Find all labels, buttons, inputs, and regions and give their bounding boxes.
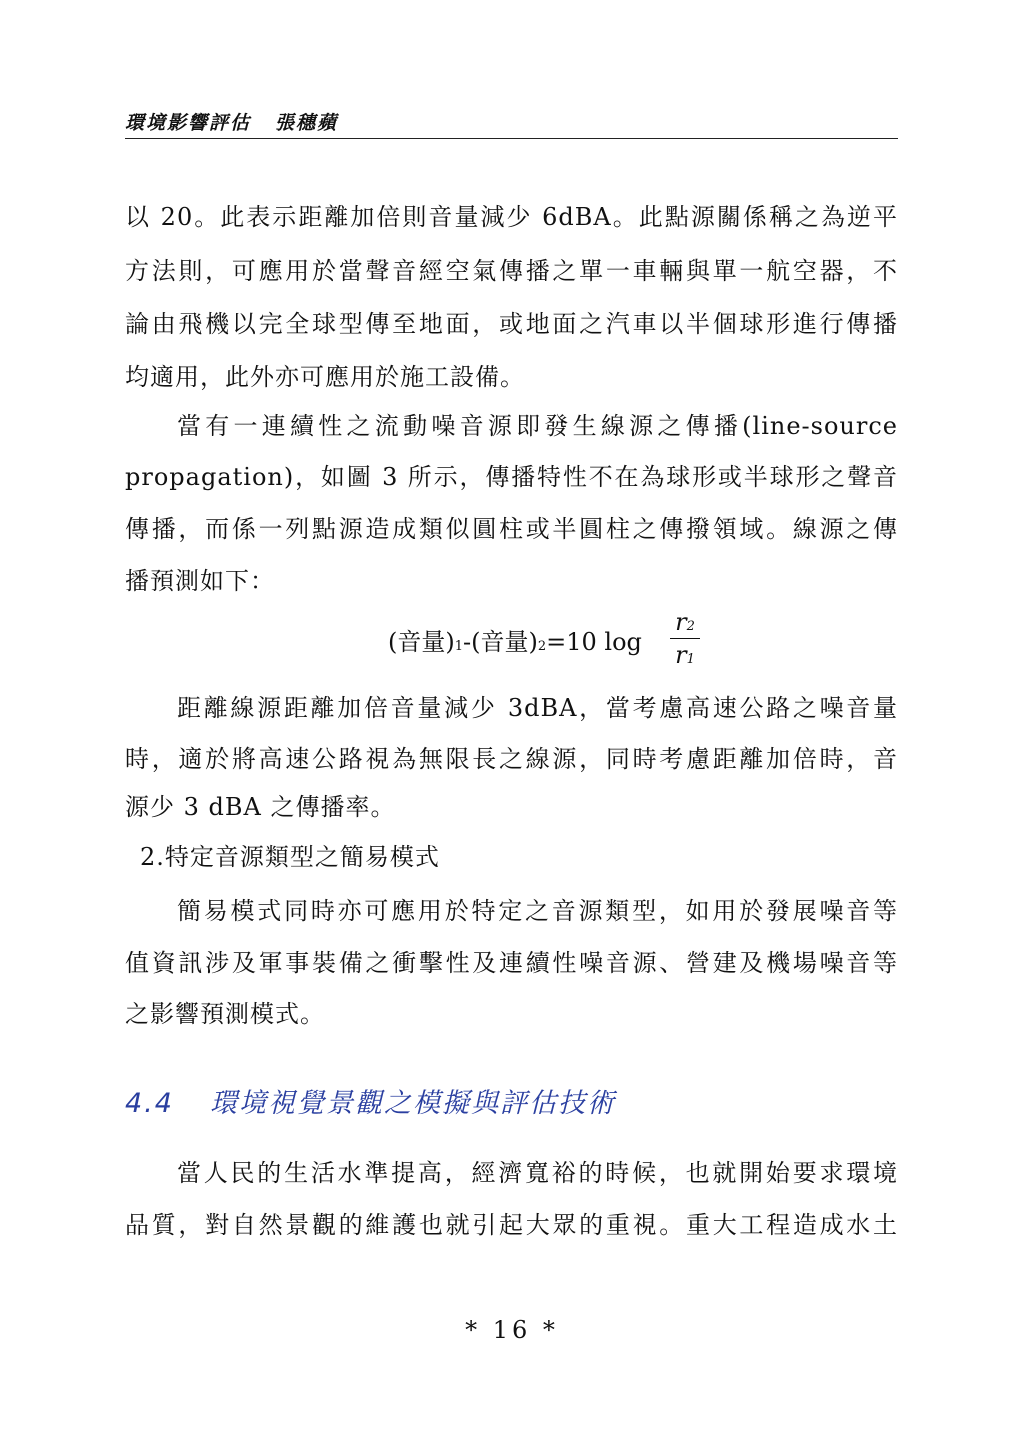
paragraph1-line: 方法則，可應用於當聲音經空氣傳播之單一車輛與單一航空器，不 xyxy=(125,257,898,285)
paragraph3-line: 源少 3 dBA 之傳播率。 xyxy=(125,793,396,821)
formula-fraction xyxy=(670,608,700,669)
paragraph1-line: 論由飛機以完全球型傳至地面，或地面之汽車以半個球形進行傳播 xyxy=(125,310,898,338)
paragraph2-line: 播預測如下： xyxy=(125,567,275,595)
header-author: 張穗蘋 xyxy=(275,112,339,134)
paragraph3-line: 距離線源距離加倍音量減少 3dBA，當考慮高速公路之噪音量 xyxy=(177,694,898,722)
subheading: 2.特定音源類型之簡易模式 xyxy=(140,843,440,871)
paragraph1-line: 均適用，此外亦可應用於施工設備。 xyxy=(125,363,525,391)
fraction-denominator: r1 xyxy=(675,641,695,669)
header-title: 環境影響評估 xyxy=(125,112,252,134)
fraction-numerator: r2 xyxy=(675,608,695,636)
paragraph3-line: 時，適於將高速公路視為無限長之線源，同時考慮距離加倍時，音 xyxy=(125,745,898,773)
fraction-bar xyxy=(670,638,700,639)
paragraph4-line: 簡易模式同時亦可應用於特定之音源類型，如用於發展噪音等 xyxy=(177,897,898,925)
section-heading xyxy=(125,1082,616,1126)
page-number: * 16 * xyxy=(465,1316,559,1344)
paragraph2-line: 當有一連續性之流動噪音源即發生線源之傳播(line-source xyxy=(177,412,898,440)
paragraph1-line: 以 20。此表示距離加倍則音量減少 6dBA。此點源關係稱之為逆平 xyxy=(125,203,898,231)
paragraph4-line: 值資訊涉及軍事裝備之衝擊性及連續性噪音源、營建及機場噪音等 xyxy=(125,949,898,977)
formula-lhs: (音量)1-(音量)2=10 log xyxy=(388,628,642,656)
section-title: 環境視覺景觀之模擬與評估技術 xyxy=(209,1088,616,1119)
section-number: 4.4 xyxy=(125,1088,174,1119)
running-header xyxy=(125,104,898,139)
paragraph5-line: 品質，對自然景觀的維護也就引起大眾的重視。重大工程造成水土 xyxy=(125,1211,898,1239)
line-source-formula xyxy=(388,608,708,668)
paragraph2-line: 傳播，而係一列點源造成類似圓柱或半圓柱之傳撥領域。線源之傳 xyxy=(125,515,898,543)
paragraph2-line: propagation)，如圖 3 所示，傳播特性不在為球形或半球形之聲音 xyxy=(125,463,898,491)
paragraph5-line: 當人民的生活水準提高，經濟寬裕的時候，也就開始要求環境 xyxy=(177,1159,898,1187)
paragraph4-line: 之影響預測模式。 xyxy=(125,1000,325,1028)
